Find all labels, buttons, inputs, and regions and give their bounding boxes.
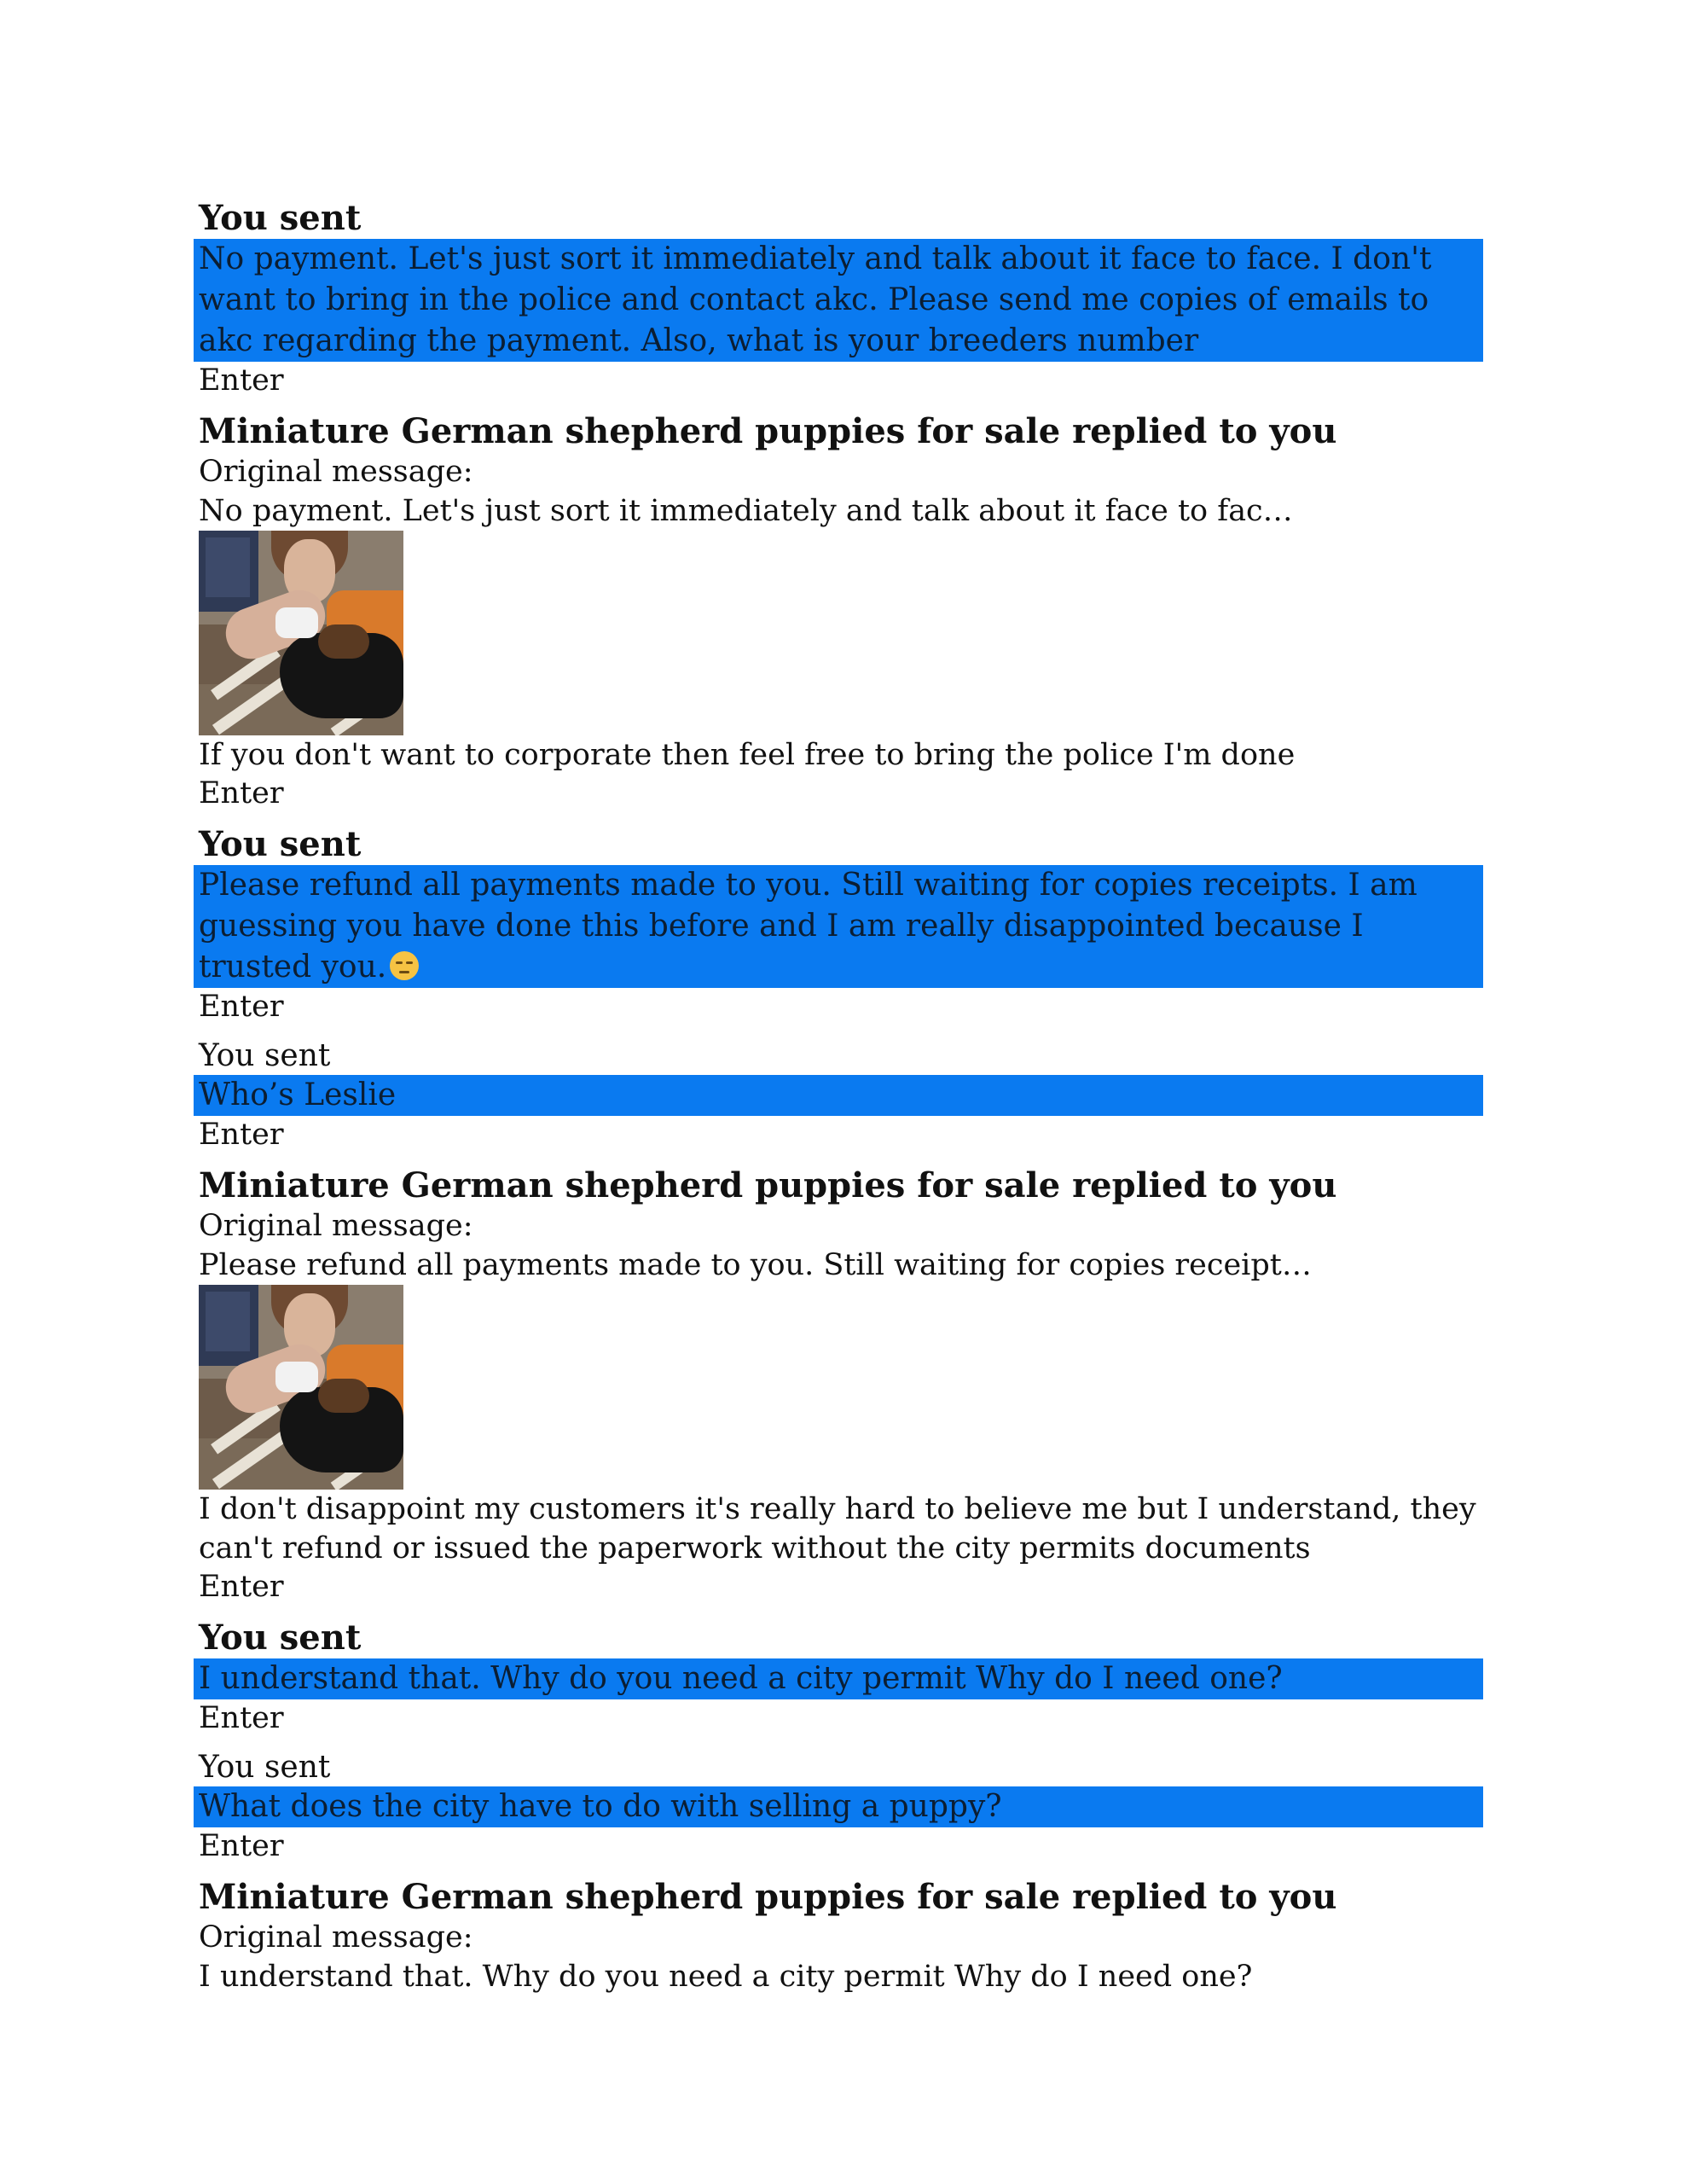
photo-woman-feeding-puppy-icon [199,1285,403,1490]
reply-message-text: If you don't want to corporate then feel free to bring the police I'm done [199,738,1296,772]
sent-header: You sent [199,1618,362,1658]
sent-message-block [199,824,1493,1025]
message-log [199,198,1493,2008]
sent-header: You sent [199,1750,331,1785]
enter-label: Enter [199,1118,284,1152]
sent-header: You sent [199,824,362,864]
photo-woman-feeding-puppy-icon [199,531,403,735]
reply-message-block [199,411,1493,812]
enter-label: Enter [199,363,284,398]
reply-header: Miniature German shepherd puppies for sale replied to you [199,1165,1337,1205]
sent-message-bubble [194,865,1483,988]
sent-message-bubble: Who’s Leslie [194,1075,1483,1116]
sent-header: You sent [199,1038,331,1073]
original-message-text: No payment. Let's just sort it immediately and talk about it face to fac… [199,494,1293,528]
reply-message-text: I don't disappoint my customers it's really hard to believe me but I understand, they can't refund or issued the paperwork without the city permits documents [199,1492,1476,1565]
sent-message-bubble: What does the city have to do with selling a puppy? [194,1786,1483,1827]
sent-message-bubble: No payment. Let's just sort it immediately and talk about it face to face. I don't want to bring in the police and contact akc. Please send me copies of emails to akc regarding the payment. Also, what is your breeders number [194,239,1483,362]
sent-header: You sent [199,198,362,238]
original-message-label: Original message: [199,455,473,489]
reply-message-block [199,1165,1493,1606]
enter-label: Enter [199,1829,284,1863]
original-message-text: I understand that. Why do you need a city permit Why do I need one? [199,1960,1253,1994]
enter-label: Enter [199,1570,284,1604]
sent-message-block [199,198,1493,399]
reply-header: Miniature German shepherd puppies for sale replied to you [199,1877,1337,1917]
original-message-label: Original message: [199,1209,473,1243]
disappointed-face-emoji-icon [390,951,419,980]
sent-message-text: Please refund all payments made to you. Still waiting for copies receipts. I am guessing you have done this before and I am really disappointed because I trusted you. [199,868,1417,985]
reply-message-block [199,1877,1493,1996]
enter-label: Enter [199,776,284,810]
enter-label: Enter [199,990,284,1024]
sent-message-block [199,1749,1493,1865]
sent-message-block [199,1618,1493,1737]
sent-message-block [199,1037,1493,1153]
original-message-label: Original message: [199,1920,473,1955]
original-message-text: Please refund all payments made to you. Still waiting for copies receipt… [199,1248,1312,1282]
reply-header: Miniature German shepherd puppies for sale replied to you [199,411,1337,451]
sent-message-bubble: I understand that. Why do you need a city permit Why do I need one? [194,1658,1483,1699]
enter-label: Enter [199,1701,284,1735]
